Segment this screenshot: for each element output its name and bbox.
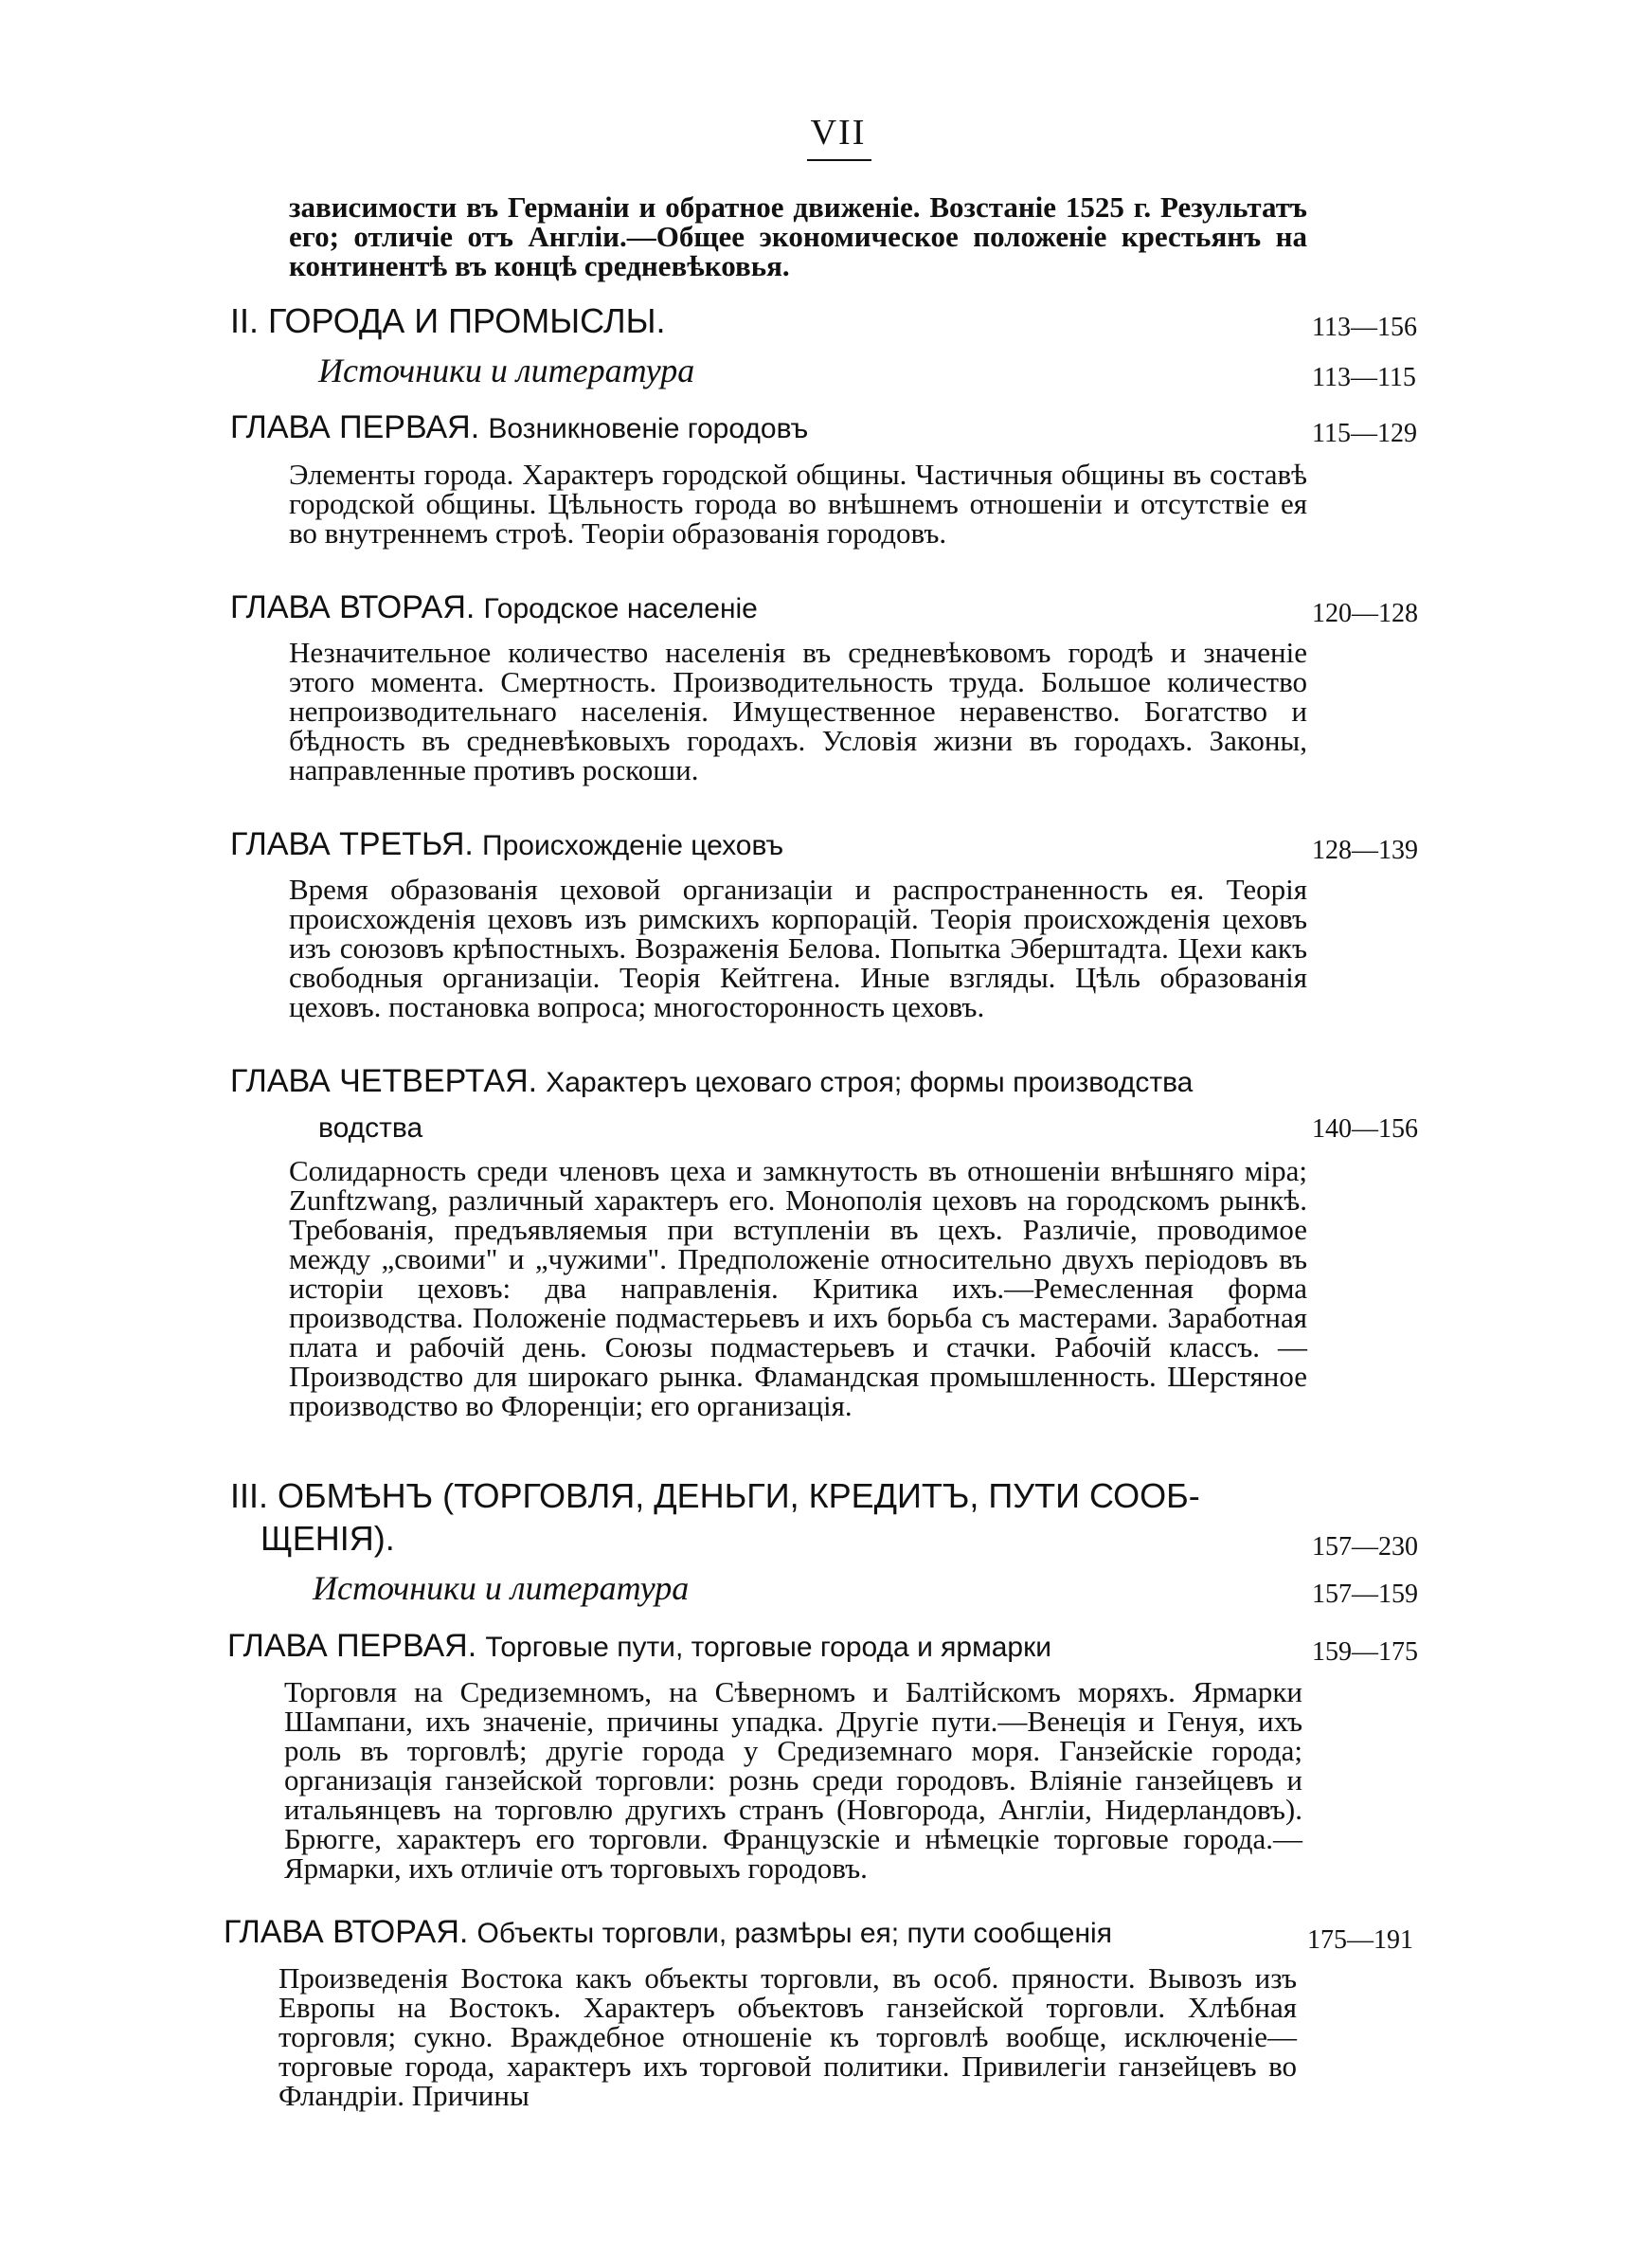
chapter-ii-4-label: ГЛАВА ЧЕТВЕРТАЯ. [230, 1063, 538, 1099]
chapter-ii-4-heading [230, 1063, 1291, 1100]
section-iii-title-cont: ЩЕНІЯ). [260, 1519, 395, 1558]
chapter-iii-1-summary: Торговля на Средиземномъ, на Сѣверномъ и Балтійскомъ моряхъ. Ярмарки Шампани, ихъ значеніе, причины упадка. Другіе пути.—Венеція и Генуя, ихъ роль въ торговлѣ; другіе города у Средиземнаго моря. Ганзейскіе города; организація ганзейской торговли: рознь среди городовъ. Вліяніе ганзейцевъ и итальянцевъ на торговлю другихъ странъ (Новгорода, Англіи, Нидерландовъ). Брюгге, характеръ его торговли. Французскіе и нѣмецкіе торговые города.—Ярмарки, ихъ отличіе отъ торговыхъ городовъ. [284, 1675, 1302, 1885]
section-ii-title: II. ГОРОДА И ПРОМЫСЛЫ. [230, 301, 666, 340]
section-iii-pages: 157—230 [1312, 1532, 1418, 1562]
chapter-ii-2-label: ГЛАВА ВТОРАЯ. [230, 589, 476, 625]
chapter-iii-1-label: ГЛАВА ПЕРВАЯ. [227, 1628, 477, 1664]
chapter-ii-4-pages: 140—156 [1312, 1114, 1418, 1144]
section-ii-sources-pages: 113—115 [1312, 363, 1416, 392]
chapter-ii-2-pages: 120—128 [1312, 599, 1418, 628]
page-number: VII [810, 113, 867, 153]
chapter-ii-3-pages: 128—139 [1312, 836, 1418, 865]
section-ii-sources-title: Источники и литература [318, 352, 695, 389]
chapter-ii-3-summary: Время образованія цеховой организаціи и распространенность ея. Теорія происхожденія цеховъ изъ римскихъ корпорацій. Теорія происхожденія цеховъ изъ союзовъ крѣпостныхъ. Возраженія Белова. Попытка Эберштадта. Цехи какъ свободныя организаціи. Теорія Кейтгена. Иные взгляды. Цѣль образованія цеховъ. постановка вопроса; многосторонность цеховъ. [289, 873, 1307, 1023]
chapter-ii-2-summary: Незначительное количество населенія въ средневѣковомъ городѣ и значеніе этого момента. Смертность. Производительность труда. Большое количество непроизводительнаго населенія. Имущественное неравенство. Богатство и бѣдность въ средневѣковыхъ городахъ. Условія жизни въ городахъ. Законы, направленные противъ роскоши. [289, 636, 1307, 786]
chapter-ii-4-heading-cont [318, 1109, 422, 1145]
chapter-ii-4-title: Характеръ цеховаго строя; формы производства [546, 1067, 1194, 1098]
chapter-ii-1-label: ГЛАВА ПЕРВАЯ. [230, 409, 480, 445]
page-number-rule [807, 159, 871, 161]
chapter-ii-3-heading [230, 826, 783, 863]
chapter-ii-3-label: ГЛАВА ТРЕТЬЯ. [230, 826, 474, 862]
chapter-ii-1-summary: Элементы города. Характеръ городской общины. Частичныя общины въ составѣ городской общины. Цѣльность города во внѣшнемъ отношеніи и отсутствіе ея во внутреннемъ строѣ. Теоріи образованія городовъ. [289, 458, 1307, 550]
chapter-iii-2-title: Объекты торговли, размѣры ея; пути сообщенія [476, 1918, 1112, 1949]
chapter-ii-1-pages: 115—129 [1312, 419, 1417, 448]
chapter-ii-4-summary: Солидарность среди членовъ цеха и замкнутость въ отношеніи внѣшняго міра; Zunftzwang, различный характеръ его. Монополія цеховъ на городскомъ рынкѣ. Требованія, предъявляемыя при вступленіи въ цехъ. Различіе, проводимое между „своими" и „чужими". Предположеніе относительно двухъ періодовъ въ исторіи цеховъ: два направленія. Критика ихъ.—Ремесленная форма производства. Положеніе подмастерьевъ и ихъ борьба съ мастерами. Заработная плата и рабочій день. Союзы подмастерьевъ и стачки. Рабочій классъ. — Производство для широкаго рынка. Фламандская промышленность. Шерстяное производство во Флоренціи; его организація. [289, 1154, 1307, 1422]
chapter-iii-1-heading [227, 1628, 1051, 1665]
chapter-ii-2-heading [230, 589, 758, 626]
top-paragraph: зависимости въ Германіи и обратное движеніе. Возстаніе 1525 г. Результатъ его; отличіе отъ Англіи.—Общее экономическое положеніе крестьянъ на континентѣ въ концѣ средневѣковья. [289, 190, 1307, 282]
chapter-ii-4-title-cont: водства [318, 1112, 423, 1144]
chapter-iii-1-title: Торговые пути, торговые города и ярмарки [485, 1632, 1051, 1663]
chapter-ii-1-title: Возникновеніе городовъ [488, 413, 809, 444]
chapter-ii-2-title: Городское населеніе [483, 593, 758, 624]
chapter-iii-2-heading [224, 1914, 1112, 1951]
chapter-ii-3-title: Происхожденіе цеховъ [482, 830, 784, 861]
chapter-iii-2-summary: Произведенія Востока какъ объекты торговли, въ особ. пряности. Вывозъ изъ Европы на Востокъ. Характеръ объектовъ ганзейской торговли. Хлѣбная торговля; сукно. Враждебное отношеніе къ торговлѣ вообще, исключеніе—торговые города, характеръ ихъ торговой политики. Привилегіи ганзейцевъ во Фландріи. Причины [278, 1961, 1297, 2112]
chapter-iii-2-label: ГЛАВА ВТОРАЯ. [224, 1914, 469, 1950]
section-ii-pages: 113—156 [1312, 313, 1417, 342]
chapter-ii-1-heading [230, 409, 808, 446]
section-iii-sources-title: Источники и литература [313, 1569, 690, 1607]
chapter-iii-1-pages: 159—175 [1312, 1637, 1418, 1667]
section-iii-title: III. ОБМѢНЪ (ТОРГОВЛЯ, ДЕНЬГИ, КРЕДИТЪ, ПУТИ СООБ- [230, 1476, 1200, 1515]
section-iii-sources-pages: 157—159 [1312, 1580, 1418, 1609]
chapter-iii-2-pages: 175—191 [1307, 1925, 1413, 1955]
